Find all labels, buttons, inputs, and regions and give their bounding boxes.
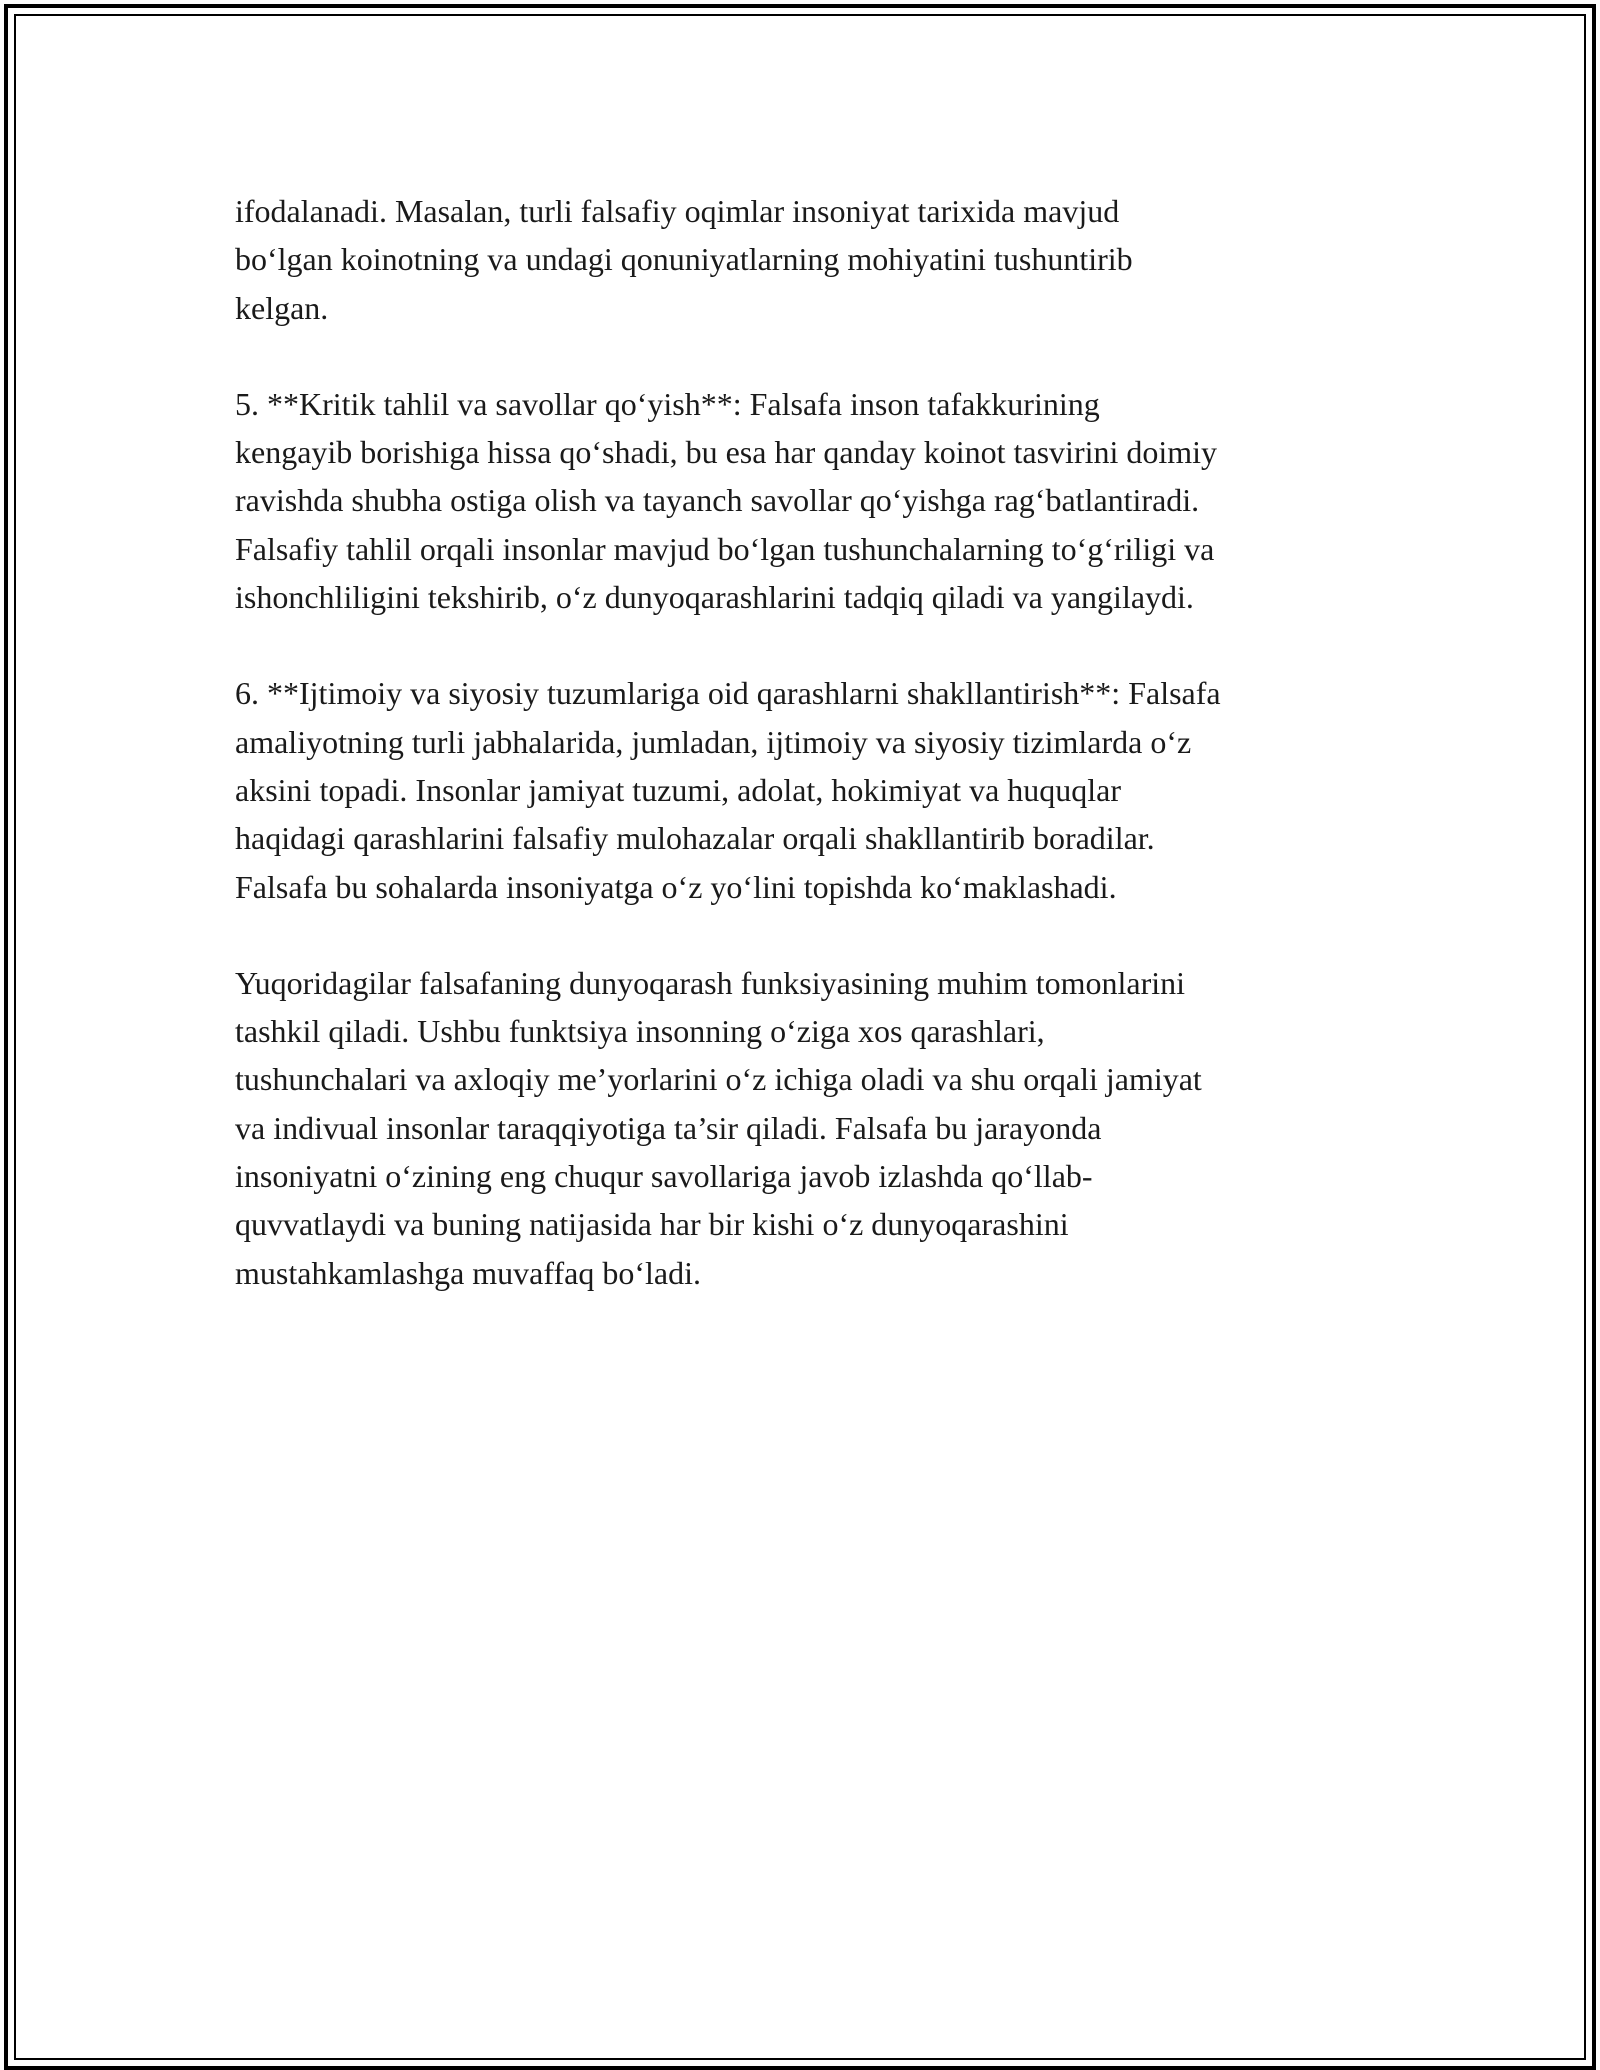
paragraph-intro-continuation: ifodalanadi. Masalan, turli falsafiy oqimlar insoniyat tarixida mavjud bo‘lgan koinotning va undagi qonuniyatlarning mohiyatini tushuntirib kelgan. (235, 193, 1133, 326)
document-body (235, 187, 1375, 1345)
paragraph-point-5: 5. **Kritik tahlil va savollar qo‘yish**: Falsafa inson tafakkurining kengayib borishiga hissa qo‘shadi, bu esa har qanday koinot tasvirini doimiy ravishda shubha ostiga olish va tayanch savollar qo‘yishga rag‘batlantiradi. Falsafiy tahlil orqali insonlar mavjud bo‘lgan tushunchalarning to‘g‘riligi va ishonchliligini tekshirib, o‘z dunyoqarashlarini tadqiq qiladi va yangilaydi. (235, 385, 1218, 616)
paragraph-point-6: 6. **Ijtimoiy va siyosiy tuzumlariga oid qarashlarni shakllantirish**: Falsafa amaliyotning turli jabhalarida, jumladan, ijtimoiy va siyosiy tizimlarda o‘z aksini topadi. Insonlar jamiyat tuzumi, adolat, hokimiyat va huquqlar haqidagi qarashlarini falsafiy mulohazalar orqali shakllantirib boradilar. Falsafa bu sohalarda insoniyatga o‘z yo‘lini topishda ko‘maklashadi. (235, 675, 1221, 905)
paragraph-conclusion: Yuqoridagilar falsafaning dunyoqarash funksiyasining muhim tomonlarini tashkil qiladi. Ushbu funktsiya insonning o‘ziga xos qarashlari, tushunchalari va axloqiy me’yorlarini o‘z ichiga oladi va shu orqali jamiyat va indivual insonlar taraqqiyotiga ta’sir qiladi. Falsafa bu jarayonda insoniyatni o‘zining eng chuqur savollariga javob izlashda qo‘llab- quvvatlaydi va buning natijasida har bir kishi o‘z dunyoqarashini mustahkamlashga muvaffaq bo‘ladi. (235, 964, 1202, 1291)
